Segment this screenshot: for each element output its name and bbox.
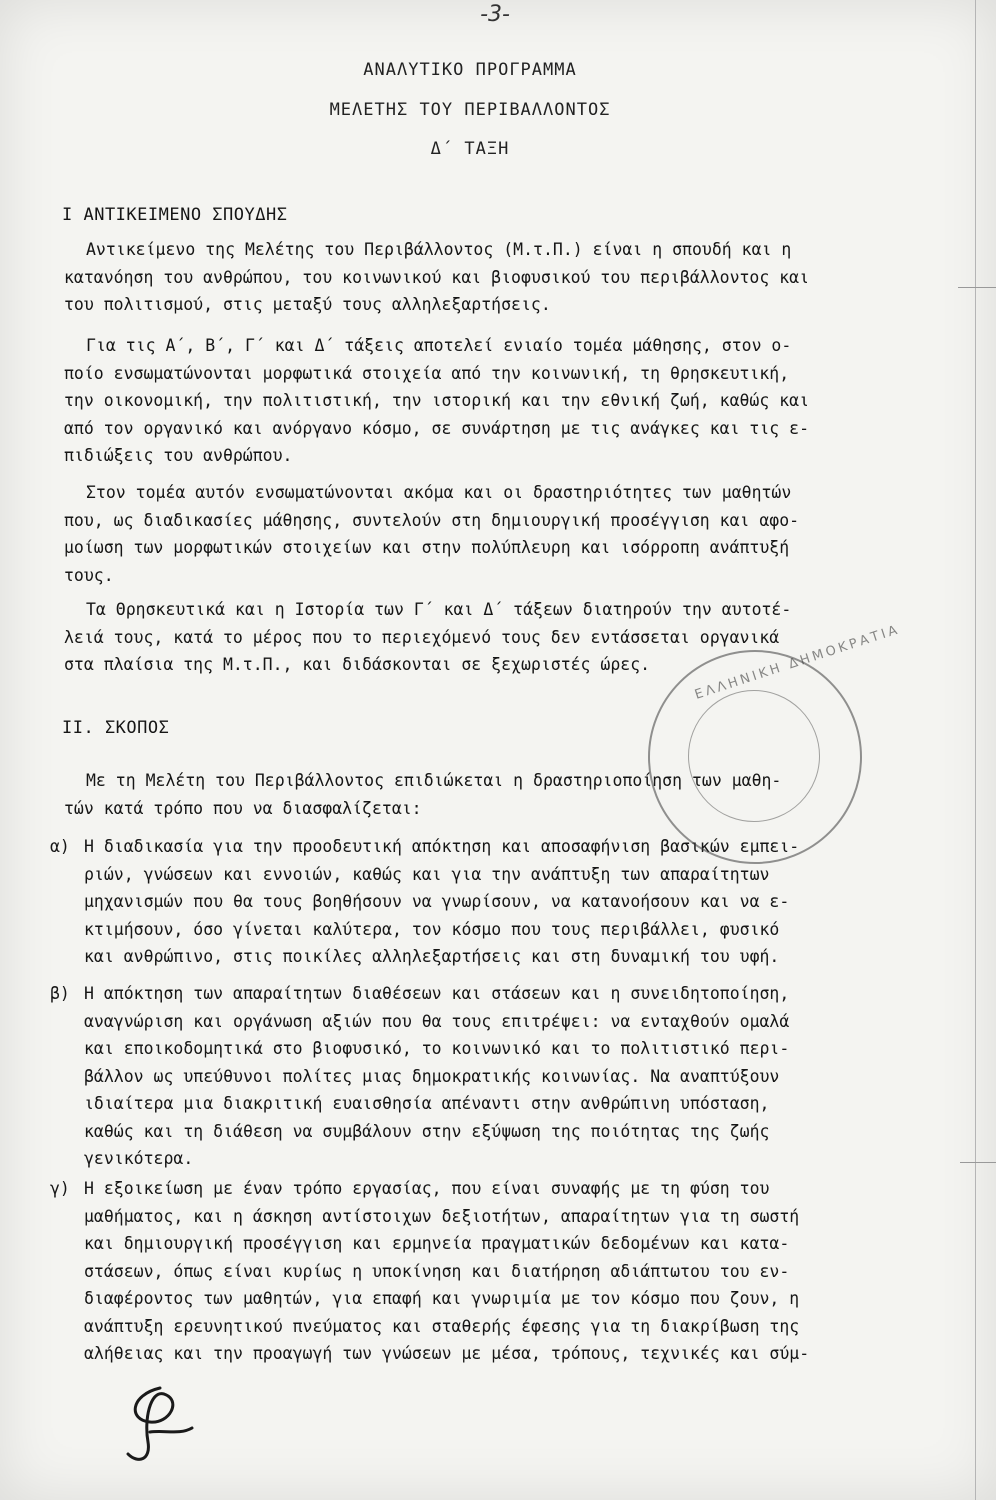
- text-line: την οικονομική, την πολιτιστική, την ιστορική και την εθνική ζωή, καθώς και: [64, 391, 810, 410]
- text-line: λειά τους, κατά το μέρος που το περιεχόμενό τους δεν εντάσσεται οργανικά: [64, 627, 780, 647]
- page-edge-line: [975, 0, 976, 1500]
- official-stamp-inner-ring: [688, 690, 820, 822]
- document-title-line1: ΑΝΑΛΥΤΙΚΟ ΠΡΟΓΡΑΜΜΑ: [363, 60, 577, 80]
- text-line: Τα Θρησκευτικά και η Ιστορία των Γ΄ και Δ΄ τάξεων διατηρούν την αυτοτέ-: [86, 600, 792, 619]
- text-line: καθώς και τη διάθεση να συμβάλουν στην εξύψωση της ποιότητας της ζωής: [84, 1121, 770, 1141]
- item-marker: β): [50, 984, 70, 1003]
- text-line: Με τη Μελέτη του Περιβάλλοντος επιδιώκεται η δραστηριοποίηση των μαθη-: [86, 771, 782, 790]
- text-line: ανάπτυξη ερευνητικού πνεύματος και σταθερής έφεσης για τη διακρίβωση της: [84, 1316, 800, 1336]
- margin-mark: [960, 1162, 996, 1163]
- text-line: διαφέροντος των μαθητών, για επαφή και γνωριμία με τον κόσμο που ζουν, η: [84, 1289, 800, 1308]
- text-line: τους.: [64, 565, 114, 585]
- text-line: μηχανισμών που θα τους βοηθήσουν να γνωρίσουν, να κατανοήσουν και να ε-: [84, 892, 790, 911]
- page-number: -3-: [480, 2, 510, 27]
- text-line: κτιμήσουν, όσο γίνεται καλύτερα, τον κόσμο που τους περιβάλλει, φυσικό: [84, 919, 780, 939]
- text-line: γενικότερα.: [84, 1149, 194, 1168]
- text-line: και εποικοδομητικά στο βιοφυσικό, το κοινωνικό και το πολιτιστικό περι-: [84, 1039, 790, 1058]
- official-stamp-text: ΕΛΛΗΝΙΚΗ ΔΗΜΟΚΡΑΤΙΑ: [692, 622, 902, 703]
- text-line: μαθήματος, και η άσκηση αντίστοιχων δεξιοτήτων, απαραίτητων για τη σωστή: [84, 1206, 800, 1226]
- text-line: ποίο ενσωματώνονται μορφωτικά στοιχεία από την κοινωνική, τη θρησκευτική,: [64, 363, 790, 383]
- text-line: αλήθειας και την προαγωγή των γνώσεων με μέσα, τρόπους, τεχνικές και σύμ-: [84, 1344, 810, 1363]
- text-line: του πολιτισμού, στις μεταξύ τους αλληλεξαρτήσεις.: [64, 295, 551, 314]
- document-title-line2: ΜΕΛΕΤΗΣ ΤΟΥ ΠΕΡΙΒΑΛΛΟΝΤΟΣ: [329, 100, 611, 120]
- paragraph-object-of-study: [64, 236, 920, 319]
- text-line: και ανθρώπινο, στις ποικίλες αλληλεξαρτήσεις και στη δυναμική του υφή.: [84, 947, 780, 966]
- text-line: ριών, γνώσεων και εννοιών, καθώς και για την ανάπτυξη των απαραίτητων: [84, 864, 770, 884]
- text-line: βάλλον ως υπεύθυνοι πολίτες μιας δημοκρατικής κοινωνίας. Να αναπτύξουν: [84, 1066, 780, 1086]
- text-line: ιδιαίτερα μια διακριτική ευαισθησία απέναντι στην ανθρώπινη υπόσταση,: [84, 1094, 770, 1113]
- text-line: που, ως διαδικασίες μάθησης, συντελούν στη δημιουργική προσέγγιση και αφο-: [64, 510, 800, 530]
- text-line: στάσεων, όπως είναι κυρίως η υποκίνηση και διατήρηση αδιάπτωτου του εν-: [84, 1261, 790, 1281]
- margin-mark: [958, 287, 996, 288]
- text-line: Η εξοικείωση με έναν τρόπο εργασίας, που είναι συναφής με τη φύση του: [84, 1179, 770, 1198]
- document-title-grade: Δ΄ ΤΑΞΗ: [430, 139, 510, 159]
- text-line: Η διαδικασία για την προοδευτική απόκτηση και αποσαφήνιση βασικών εμπει-: [84, 837, 800, 856]
- handwritten-signature: [120, 1380, 210, 1470]
- text-line: Στον τομέα αυτόν ενσωματώνονται ακόμα και οι δραστηριότητες των μαθητών: [86, 483, 792, 502]
- text-line: Αντικείμενο της Μελέτης του Περιβάλλοντος (Μ.τ.Π.) είναι η σπουδή και η: [86, 240, 792, 259]
- text-line: αναγνώριση και οργάνωση αξιών που θα τους επιτρέψει: να ενταχθούν ομαλά: [84, 1011, 790, 1031]
- text-line: Για τις Α΄, Β΄, Γ΄ και Δ΄ τάξεις αποτελεί ενιαίο τομέα μάθησης, στον ο-: [86, 336, 792, 355]
- section-heading-purpose: ΙΙ. ΣΚΟΠΟΣ: [62, 718, 170, 738]
- text-line: κατανόηση του ανθρώπου, του κοινωνικού και βιοφυσικού του περιβάλλοντος και: [64, 267, 810, 287]
- text-line: πιδιώξεις του ανθρώπου.: [64, 446, 293, 465]
- text-line: τών κατά τρόπο που να διασφαλίζεται:: [64, 798, 422, 818]
- item-marker: γ): [50, 1179, 70, 1198]
- text-line: μοίωση των μορφωτικών στοιχείων και στην πολύπλευρη και ισόρροπη ανάπτυξή: [64, 538, 790, 557]
- paragraph-grades: [64, 332, 920, 470]
- text-line: Η απόκτηση των απαραίτητων διαθέσεων και στάσεων και η συνειδητοποίηση,: [84, 984, 790, 1003]
- section-heading-objectives: Ι ΑΝΤΙΚΕΙΜΕΝΟ ΣΠΟΥΔΗΣ: [62, 205, 288, 225]
- paragraph-activities: [64, 479, 920, 589]
- text-line: στα πλαίσια της Μ.τ.Π., και διδάσκονται σε ξεχωριστές ώρες.: [64, 655, 651, 674]
- text-line: από τον οργανικό και ανόργανο κόσμο, σε συνάρτηση με τις ανάγκες και τις ε-: [64, 418, 810, 438]
- item-marker: α): [50, 837, 70, 856]
- text-line: και δημιουργική προσέγγιση και ερμηνεία πραγματικών δεδομένων και κατα-: [84, 1234, 790, 1253]
